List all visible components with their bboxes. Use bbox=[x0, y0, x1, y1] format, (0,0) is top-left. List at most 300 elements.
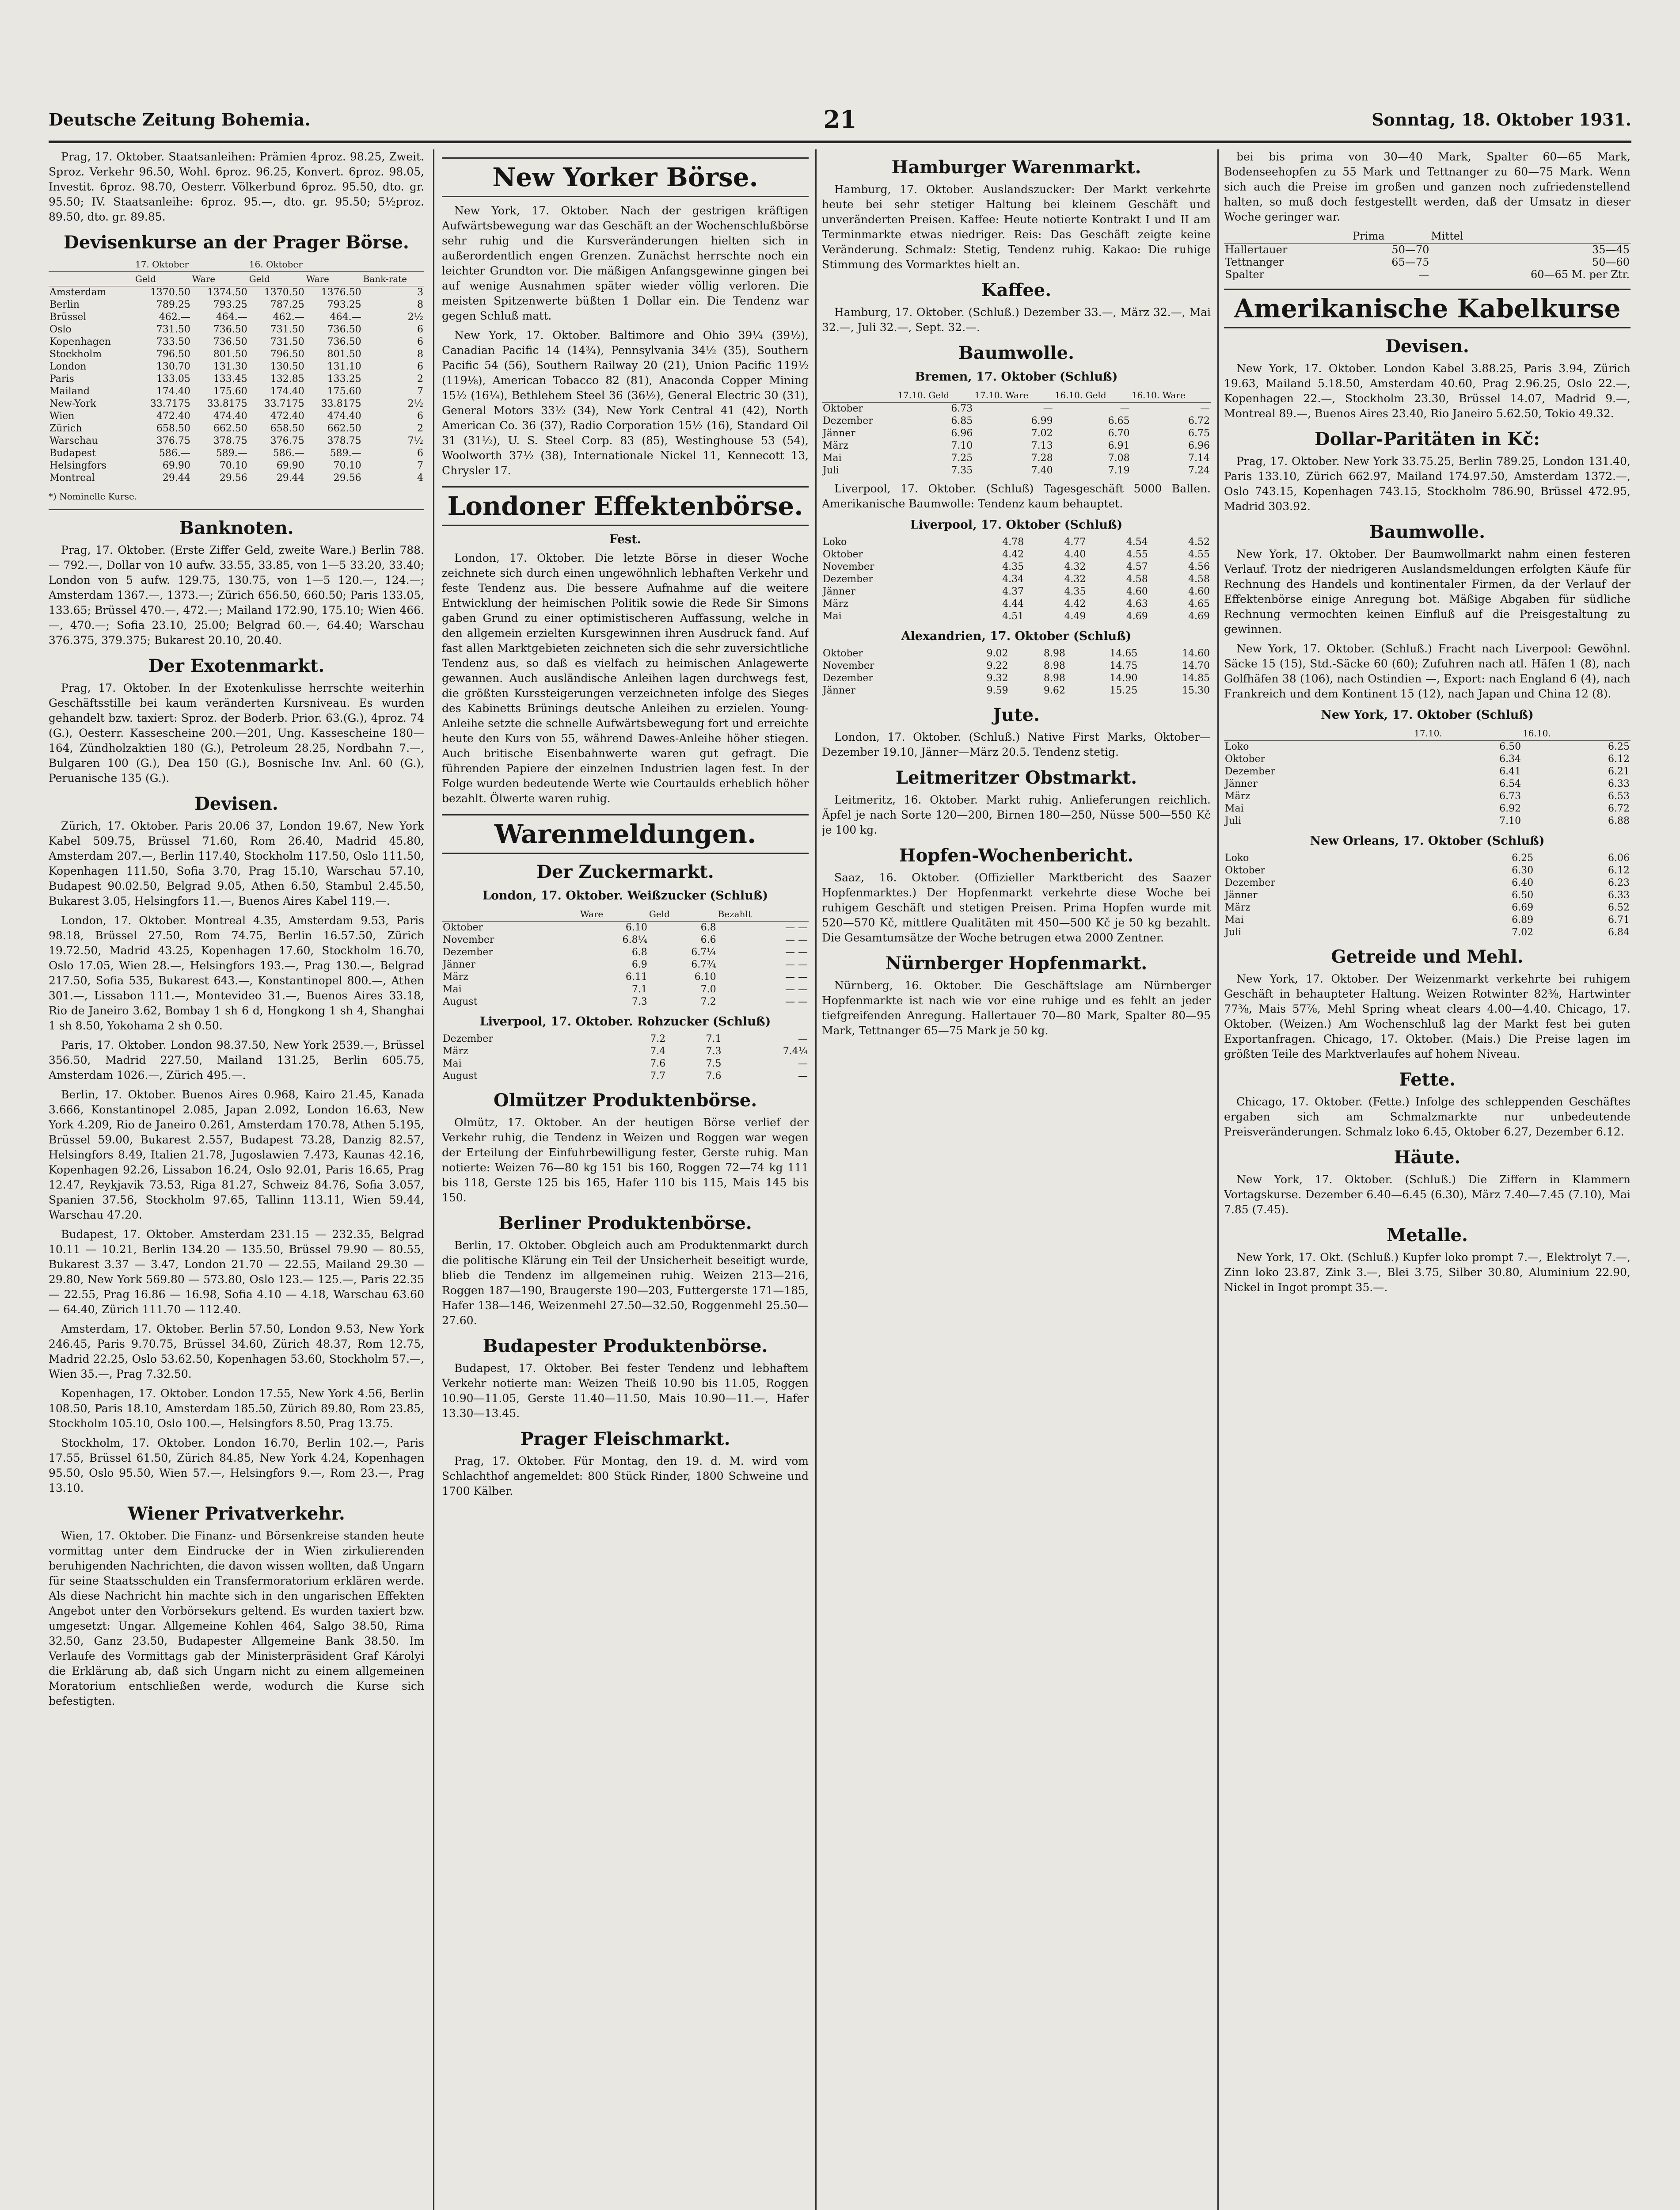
table-cell: 6.40 bbox=[1512, 877, 1534, 888]
row-label: Berlin bbox=[49, 299, 80, 310]
liverpool-table bbox=[822, 536, 1211, 623]
row-label: Amsterdam bbox=[49, 287, 106, 298]
table-cell: 658.50 bbox=[270, 423, 304, 434]
table-cell: 6.91 bbox=[1108, 440, 1130, 451]
table-row bbox=[822, 598, 1211, 610]
devisen-paragraph: Kopenhagen, 17. Oktober. London 17.55, New York 4.56, Berlin 108.50, Paris 18.10, Amsterdam 185.50, Zürich 89.80, Rom 23.85, Stockholm 105.10, Oslo 100.—, Helsingfors 8.50, Prag 13.75. bbox=[49, 1387, 424, 1430]
row-label: Hallertauer bbox=[1225, 244, 1288, 256]
table-cell: 131.30 bbox=[213, 361, 247, 372]
kabel-devisen-text: New York, 17. Oktober. London Kabel 3.88.25, Paris 3.94, Zürich 19.63, Mailand 5.18.50, Amsterdam 40.60, Prag 2.96.25, Oslo 22.—, Kopenhagen 22.—, Stockholm 23.30, Brüssel 14.07, Madrid 9.—, Montreal 89.—, Buenos Aires 23.40, Rio Janeiro 5.62.50, Tokio 49.32. bbox=[1224, 362, 1631, 420]
column-divider bbox=[1217, 149, 1219, 2210]
table-cell: 7.5 bbox=[706, 1058, 722, 1069]
table-cell: 474.40 bbox=[327, 411, 361, 422]
table-cell: — bbox=[1418, 268, 1429, 281]
table-cell: 586.— bbox=[159, 448, 190, 459]
table-cell: 7.4 bbox=[650, 1046, 666, 1057]
hamburg-heading: Hamburger Warenmarkt. bbox=[891, 157, 1141, 178]
fracht-text: New York, 17. Oktober. (Schluß.) Fracht nach Liverpool: Gewöhnl. Säcke 15 (15), Std.-Säcke 60 (60); Zufuhren nach atl. Häfen 1 (8), nach Golfhäfen 38 (106), nach Ostindien —, Export: nach England 6 (4), nach Frankreich und dem Kontinent 15 (12), nach Japan und China 12 (8). bbox=[1224, 642, 1631, 700]
london-boerse-text: London, 17. Oktober. Die letzte Börse in dieser Woche zeichnete sich durch einen ungewöhnlich lebhaften Verkehr und feste Tendenz aus. Die bessere Aufnahme auf die weitere Entwicklung der heimischen Politik sowie die Rede Sir Simons gaben Grund zu einer optimistischeren Auffassung, welche in den allgemein erzielten Kursgewinnen ihren Ausdruck fand. Auf fast allen Marktgebieten zeichneten sich die sehr zuversichtliche Tendenz aus, so daß es vielfach zu heimischen Anlagewerte gewannen. Auch ausländische Anleihen lagen durchwegs fest, die größten Kurssteigerungen verzeichneten infolge des Sieges des Kabinetts Brünings deutsche Anleihen zu erzielen. Young-Anleihe setzte die schnelle Aufwärtsbewegung fort und erreichte heute den Kurs von 55, während Dawes-Anleihe höher stiegen. Auch britische Eisenbahnwerte waren gut gefragt. Die führenden Papiere der einzelnen Industrien lagen fest. In der Folge wurden bedeutende Werte wie Courtaulds erheblich höher bezahlt. Ölwerte waren ruhig. bbox=[442, 552, 809, 805]
row-label: Jänner bbox=[443, 959, 475, 970]
table-cell: 60—65 M. per Ztr. bbox=[1531, 268, 1630, 281]
table-row bbox=[442, 983, 809, 996]
privatverkehr-heading: Wiener Privatverkehr. bbox=[128, 1503, 345, 1524]
table-cell: 658.50 bbox=[156, 423, 190, 434]
bremen-sub: Bremen, 17. Oktober (Schluß) bbox=[915, 370, 1118, 384]
table-cell: 29.56 bbox=[219, 472, 247, 484]
table-cell: 6.69 bbox=[1512, 902, 1534, 913]
table-row bbox=[442, 971, 809, 983]
row-label: Jänner bbox=[823, 586, 855, 597]
table-cell: 6.33 bbox=[1608, 890, 1630, 901]
devisen-paragraph: Stockholm, 17. Oktober. London 16.70, Berlin 102.—, Paris 17.55, Brüssel 61.50, Zürich 84.85, New York 4.24, Kopenhagen 95.50, Oslo 95.50, Wien 57.—, Helsingfors 9.—, Rom 23.—, Prag 13.10. bbox=[49, 1436, 424, 1494]
table-cell: 7.7 bbox=[650, 1071, 666, 1082]
table-cell: 2½ bbox=[407, 312, 423, 323]
budapest-produkten-text: Budapest, 17. Oktober. Bei fester Tendenz und lebhaftem Verkehr notierte man: Weizen Theiß 10.90 bis 11.05, Roggen 10.90—11.05, Gerste 11.40—11.50, Mais 10.90—11.—, Hafer 13.30—13.45. bbox=[442, 1362, 809, 1420]
table-cell: 33.8175 bbox=[207, 398, 247, 409]
table-cell: 796.50 bbox=[270, 349, 304, 360]
table-cell: 174.40 bbox=[270, 386, 304, 397]
row-label: New-York bbox=[49, 398, 96, 409]
col-header bbox=[1224, 229, 1352, 244]
table-cell: 731.50 bbox=[270, 336, 304, 347]
table-cell: 736.50 bbox=[213, 324, 247, 335]
row-label: November bbox=[443, 934, 494, 945]
table-cell: 6.50 bbox=[1499, 741, 1521, 752]
table-row bbox=[1224, 741, 1631, 754]
table-cell: 7.4¼ bbox=[783, 1046, 808, 1057]
table-cell: 7.3 bbox=[631, 996, 647, 1007]
table-cell: 7.6 bbox=[706, 1071, 722, 1082]
table-cell: — bbox=[1120, 403, 1130, 414]
table-cell: 4.78 bbox=[1002, 537, 1024, 548]
table-row bbox=[442, 996, 809, 1008]
table-cell: 6.6 bbox=[700, 934, 716, 945]
table-cell: 736.50 bbox=[213, 336, 247, 347]
table-row bbox=[822, 648, 1211, 660]
row-label: Dezember bbox=[823, 673, 873, 684]
table-cell: 6.41 bbox=[1499, 766, 1521, 777]
table-cell: 35—45 bbox=[1592, 244, 1630, 256]
zucker-liverpool-table bbox=[442, 1033, 809, 1082]
kaffee-text: Hamburg, 17. Oktober. (Schluß.) Dezember 33.—, März 32.—, Mai 32.—, Juli 32.—, Sept. 32.—. bbox=[822, 306, 1211, 334]
col-header: 16.10. Geld bbox=[1054, 388, 1131, 403]
col-header: 17.10. Geld bbox=[897, 388, 973, 403]
col-header bbox=[442, 907, 579, 922]
table-cell: 4.55 bbox=[1126, 549, 1148, 560]
table-cell: 731.50 bbox=[270, 324, 304, 335]
table-cell: 130.70 bbox=[156, 361, 190, 372]
table-row bbox=[442, 934, 809, 946]
haeute-text: New York, 17. Oktober. (Schluß.) Die Ziffern in Klammern Vortagskurse. Dezember 6.40—6.45 (6.30), März 7.40—7.45 (7.10), Mai 7.85 (7.45). bbox=[1224, 1173, 1631, 1216]
exotenmarkt-heading: Der Exotenmarkt. bbox=[148, 655, 325, 676]
getreide-text: New York, 17. Oktober. Der Weizenmarkt verkehrte bei ruhigem Geschäft in behaupteter Haltung. Weizen Rotwinter 82⅜, Hartwinter 77⅜, Mais 57⅞, Mehl Spring wheat clears 4.00—4.40. Chicago, 17. Oktober. (Weizen.) Am Wochenschluß lag der Markt fest bei guten Exportanfragen. Chicago, 17. Oktober. (Mais.) Die Preise lagen im größten Teile des Marktverlaufes auf hohem Niveau. bbox=[1224, 972, 1631, 1060]
nuernberg-heading: Nürnberger Hopfenmarkt. bbox=[885, 953, 1148, 974]
table-cell: 1370.50 bbox=[264, 287, 304, 298]
table-cell: 6.71 bbox=[1608, 914, 1630, 926]
table-cell: 4 bbox=[417, 472, 423, 484]
row-label: Oktober bbox=[823, 403, 863, 414]
paritaeten-text: Prag, 17. Oktober. New York 33.75.25, Berlin 789.25, London 131.40, Paris 133.10, Zürich 662.97, Mailand 174.97.50, Amsterdam 1372.—, Oslo 743.15, Kopenhagen 743.15, Stockholm 786.90, Brüssel 472.95, Madrid 303.92. bbox=[1224, 455, 1631, 513]
zucker-liverpool-sub: Liverpool, 17. Oktober. Rohzucker (Schluß) bbox=[479, 1015, 771, 1029]
col-header: Geld bbox=[248, 272, 305, 286]
table-cell: 6.52 bbox=[1608, 902, 1630, 913]
ny-boerse-quotes: New York, 17. Oktober. Baltimore and Ohio 39¼ (39½), Canadian Pacific 14 (14¾), Pennsylvania 34½ (35), Southern Pacific 54 (56), Southern Railway 20 (21), Union Pacific 119½ (119⅛), American Tobacco 82 (81), Anaconda Copper Mining 15½ (16¼), Bethlehem Steel 36 (36½), General Electric 30 (31), General Motors 33½ (34), New York Central 41 (42), North American Co. 36 (37), Radio Corporation 15½ (16), Standard Oil 31 (31½), U. S. Steel Corp. 83 (85), Westinghouse 53 (54), Woolworth 37½ (38), Internationale Nickel 11, Kennecott 13, Chrysler 17. bbox=[442, 329, 809, 477]
row-label: Loko bbox=[823, 537, 847, 548]
table-cell: 472.40 bbox=[156, 411, 190, 422]
table-cell: — bbox=[798, 1058, 808, 1069]
row-label: Juli bbox=[823, 465, 840, 476]
table-cell: 7.40 bbox=[1031, 465, 1053, 476]
table-cell: 6.96 bbox=[1188, 440, 1210, 451]
table-row bbox=[822, 427, 1211, 440]
col-header bbox=[822, 388, 897, 403]
table-cell: 8.98 bbox=[1043, 660, 1065, 671]
banknoten-text: Prag, 17. Oktober. (Erste Ziffer Geld, zweite Ware.) Berlin 788.— 792.—, Dollar von 10 aufw. 33.55, 33.85, von 1—5 33.20, 33.40; London von 5 aufw. 129.75, 130.75, von 1—5 120.—, 124.—; Amsterdam 1367.—, 1373.—; Zürich 656.50, 660.50; Paris 133.05, 133.65; Brüssel 470.—, 472.—; Mailand 172.90, 175.10; Wien 466.—, 470.—; Sofia 23.10, 25.00; Belgrad 60.—, 64.40; Warschau 376.375, 379.375; Bukarest 20.10, 20.40. bbox=[49, 544, 424, 647]
table-cell: 2 bbox=[417, 423, 423, 434]
hopfen-continued-text: bei bis prima von 30—40 Mark, Spalter 60—65 Mark, Bodenseehopfen zu 55 Mark und Tettnanger zu 60—75 Mark. Wenn sich auch die Preise im großen und ganzen noch zufriedenstellend halten, so muß doch festgestellt werden, daß der Umsatz in dieser Woche geringer war. bbox=[1224, 150, 1631, 223]
row-label: Dezember bbox=[443, 947, 493, 958]
paritaeten-heading: Dollar-Paritäten in Kč: bbox=[1315, 429, 1540, 450]
row-label: Juli bbox=[1225, 927, 1242, 938]
table-row bbox=[1224, 902, 1631, 914]
table-cell: 6.70 bbox=[1108, 428, 1130, 439]
col-header: 16.10. bbox=[1522, 726, 1631, 741]
table-cell: 7.0 bbox=[700, 984, 716, 995]
table-cell: 175.60 bbox=[213, 386, 247, 397]
table-cell: 6 bbox=[417, 336, 423, 347]
row-label: Mai bbox=[1225, 803, 1244, 814]
table-cell: 7 bbox=[417, 460, 423, 471]
table-cell: 7.24 bbox=[1188, 465, 1210, 476]
ny-baumwolle-heading: Baumwolle. bbox=[1369, 522, 1485, 542]
table-cell: 736.50 bbox=[327, 336, 361, 347]
table-cell: 7.35 bbox=[951, 465, 973, 476]
row-label: Dezember bbox=[823, 574, 873, 585]
table-cell: 33.8175 bbox=[321, 398, 361, 409]
exotenmarkt-text: Prag, 17. Oktober. In der Exotenkulisse herrschte weiterhin Geschäftsstille bei kaum veränderten Kursniveau. Es wurden gehandelt bzw. taxiert: Sproz. der Boderb. Prior. 63.(G.), 4proz. 74 (G.), Oesterr. Kassescheine 200.—201, Ung. Kassescheine 180—164, Zündholzaktien 180 (G.), Petroleum 28.25, Nordbahn 7.—, Bulgaren 100 (G.), Dea 150 (G.), Bosnische Inv. Anl. 60 (G.), Peruanische 135 (G.). bbox=[49, 682, 424, 785]
table-cell: 801.50 bbox=[327, 349, 361, 360]
row-label: August bbox=[443, 996, 478, 1007]
devisen-heading: Devisen. bbox=[194, 793, 278, 814]
hopfen-text: Saaz, 16. Oktober. (Offizieller Marktbericht des Saazer Hopfenmarktes.) Der Hopfenmarkt verkehrte diese Woche bei ruhigem Geschäft und stetigen Preisen. Prima Hopfen wurde mit 520—570 Kč, mittlere Qualitäten mit 450—500 Kč je 50 kg bezahlt. Die Gesamtumsätze der Woche betrugen etwa 2000 Zentner. bbox=[822, 871, 1211, 944]
table-row bbox=[442, 1045, 809, 1058]
table-cell: 736.50 bbox=[327, 324, 361, 335]
devisen-rows bbox=[49, 286, 424, 485]
devisen-paragraph: Berlin, 17. Oktober. Buenos Aires 0.968, Kairo 21.45, Kanada 3.666, Konstantinopel 2.085, Japan 2.092, London 16.63, New York 4.209, Rio de Janeiro 0.261, Amsterdam 170.78, Athen 5.195, Brüssel 59.00, Bukarest 2.557, Budapest 73.28, Danzig 82.57, Helsingfors 8.49, Italien 21.78, Jugoslawien 7.473, Kaunas 42.16, Kopenhagen 92.26, Lissabon 16.24, Oslo 92.01, Paris 16.65, Prag 12.47, Reykjavik 73.53, Riga 81.27, Schweiz 84.76, Sofia 3.057, Spanien 37.56, Stockholm 97.65, Tallinn 113.11, Wien 59.44, Warschau 47.20. bbox=[49, 1088, 424, 1221]
ny-boerse-heading: New Yorker Börse. bbox=[442, 157, 809, 197]
new-orleans-sub: New Orleans, 17. Oktober (Schluß) bbox=[1310, 834, 1545, 848]
alexandrien-sub: Alexandrien, 17. Oktober (Schluß) bbox=[901, 629, 1132, 643]
nuernberg-text: Nürnberg, 16. Oktober. Die Geschäftslage am Nürnberger Hopfenmarkte ist nach wie vor eine ruhige und es fehlt an jeder tiefgreifenden Anregung. Hallertauer 70—80 Mark, Spalter 80—95 Mark, Tettnanger 65—75 Mark je 50 kg. bbox=[822, 979, 1211, 1037]
table-cell: 6 bbox=[417, 411, 423, 422]
table-row bbox=[822, 561, 1211, 573]
banknoten-heading: Banknoten. bbox=[179, 518, 294, 538]
table-cell: 4.77 bbox=[1064, 537, 1086, 548]
row-label: Dezember bbox=[1225, 877, 1275, 888]
table-cell: 474.40 bbox=[213, 411, 247, 422]
table-row bbox=[822, 403, 1211, 415]
table-cell: 6.96 bbox=[951, 428, 973, 439]
table-cell: 1370.50 bbox=[150, 287, 190, 298]
table-cell: 50—70 bbox=[1391, 244, 1429, 256]
row-label: Mai bbox=[443, 984, 462, 995]
table-cell: 7.14 bbox=[1188, 453, 1210, 464]
row-label: Brüssel bbox=[49, 312, 87, 323]
table-row bbox=[1224, 815, 1631, 827]
table-cell: — bbox=[798, 1071, 808, 1082]
table-cell: 589.— bbox=[216, 448, 247, 459]
table-cell: 4.42 bbox=[1064, 598, 1086, 610]
table-row bbox=[49, 460, 424, 472]
table-row bbox=[822, 672, 1211, 685]
kabelkurse-heading: Amerikanische Kabelkurse bbox=[1224, 289, 1631, 328]
table-row bbox=[49, 435, 424, 447]
table-cell: 133.25 bbox=[327, 373, 361, 385]
table-cell: 7.10 bbox=[951, 440, 973, 451]
table-cell: 7.2 bbox=[700, 996, 716, 1007]
getreide-heading: Getreide und Mehl. bbox=[1331, 946, 1524, 967]
table-cell: 6.8 bbox=[700, 922, 716, 933]
table-cell: 4.44 bbox=[1002, 598, 1024, 610]
table-cell: 4.49 bbox=[1064, 611, 1086, 622]
col-header bbox=[1224, 726, 1413, 741]
row-label: London bbox=[49, 361, 87, 372]
table-row bbox=[49, 348, 424, 361]
page-number: 21 bbox=[823, 105, 857, 133]
table-cell: 6.73 bbox=[951, 403, 973, 414]
table-cell: 6.10 bbox=[694, 972, 716, 983]
row-label: November bbox=[823, 561, 874, 572]
jute-heading: Jute. bbox=[993, 705, 1040, 725]
col-header: Ware bbox=[191, 272, 248, 286]
table-cell: 65—75 bbox=[1391, 256, 1429, 268]
table-cell: 7.1 bbox=[706, 1033, 722, 1044]
table-cell: 378.75 bbox=[327, 435, 361, 446]
table-cell: 472.40 bbox=[270, 411, 304, 422]
london-tendency: Fest. bbox=[609, 533, 641, 546]
table-cell: 6.72 bbox=[1188, 415, 1210, 427]
row-label: Oktober bbox=[1225, 865, 1266, 876]
table-cell: 6.33 bbox=[1608, 778, 1630, 789]
table-cell: 6.30 bbox=[1512, 865, 1534, 876]
table-cell: 9.59 bbox=[986, 685, 1008, 696]
table-cell: 8 bbox=[417, 349, 423, 360]
table-cell: 6.25 bbox=[1608, 741, 1630, 752]
ny-baumwolle-text: New York, 17. Oktober. Der Baumwollmarkt nahm einen festeren Verlauf. Trotz der niedrigeren Auslandsmeldungen erfolgten Käufe für Rechnung des Handels und kontinentaler Firmen, da der Verlauf der Effektenbörse einige Anregung bot. Mäßige Abgaben für südliche Rechnung vermochten keinen Einfluß auf die Preisgestaltung zu gewinnen. bbox=[1224, 548, 1631, 636]
table-cell: 6.25 bbox=[1512, 853, 1534, 864]
page-header bbox=[49, 105, 1631, 136]
table-cell: 6.11 bbox=[625, 972, 647, 983]
row-label: Paris bbox=[49, 373, 74, 385]
table-cell: 29.44 bbox=[276, 472, 304, 484]
col-header: Geld bbox=[134, 272, 191, 286]
table-cell: 4.60 bbox=[1188, 586, 1210, 597]
col-header: Bank-rate bbox=[362, 272, 424, 286]
row-label: Wien bbox=[49, 411, 75, 422]
table-row bbox=[822, 549, 1211, 561]
column-2 bbox=[442, 149, 809, 2210]
table-cell: 7½ bbox=[407, 435, 423, 446]
table-cell: 793.25 bbox=[327, 299, 361, 310]
table-row bbox=[442, 959, 809, 971]
privatverkehr-text: Wien, 17. Oktober. Die Finanz- und Börsenkreise standen heute vormittag unter dem Eindrucke der in Wien zirkulierenden beruhigenden Nachrichten, die davon wissen wollten, daß Ungarn für seine Staatsschulden ein Transfermoratorium erklären werde. Als diese Nachricht hin machte sich in den ungarischen Effekten Angebot unter den Vorbörsekurs geltend. Es wurden taxiert bzw. umgesetzt: Ungar. Allgemeine Kohlen 464, Salgo 38.50, Rima 32.50, Ganz 23.50, Budapester Allgemeine Bank 38.50. Im Verlaufe des Vormittags gab der Ministerpräsident Graf Károlyi die Erklärung ab, daß sich Ungarn nicht zu einem allgemeinen Moratorium entschließen werde, wodurch die Kurse sich befestigten. bbox=[49, 1529, 424, 1707]
table-cell: 6.23 bbox=[1608, 877, 1630, 888]
table-cell: 7.13 bbox=[1031, 440, 1053, 451]
warenmeldungen-heading: Warenmeldungen. bbox=[442, 814, 809, 854]
table-cell: 14.85 bbox=[1182, 673, 1210, 684]
table-row bbox=[49, 324, 424, 336]
table-row bbox=[822, 586, 1211, 598]
hopfen-heading: Hopfen-Wochenbericht. bbox=[899, 845, 1134, 866]
table-cell: 4.56 bbox=[1188, 561, 1210, 572]
table-row bbox=[1224, 778, 1631, 790]
table-cell: 662.50 bbox=[213, 423, 247, 434]
table-cell: 4.35 bbox=[1064, 586, 1086, 597]
row-label: Mai bbox=[1225, 914, 1244, 926]
bremen-table bbox=[822, 388, 1211, 477]
fette-heading: Fette. bbox=[1399, 1069, 1456, 1090]
table-cell: 4.57 bbox=[1126, 561, 1148, 572]
table-cell: 33.7175 bbox=[264, 398, 304, 409]
table-row bbox=[442, 1033, 809, 1045]
row-label: Oslo bbox=[49, 324, 72, 335]
table-cell: 6.12 bbox=[1608, 754, 1630, 765]
budapest-produkten-heading: Budapester Produktenbörse. bbox=[483, 1336, 768, 1356]
london-boerse-heading: Londoner Effektenbörse. bbox=[442, 486, 809, 526]
column-divider bbox=[815, 149, 817, 2210]
row-label: März bbox=[823, 440, 848, 451]
table-cell: 6.99 bbox=[1031, 415, 1053, 427]
table-cell: 4.32 bbox=[1064, 561, 1086, 572]
column-4 bbox=[1224, 149, 1631, 2210]
row-label: März bbox=[443, 972, 468, 983]
table-cell: 4.35 bbox=[1002, 561, 1024, 572]
ny-cotton-table bbox=[1224, 726, 1631, 827]
table-cell: 6.84 bbox=[1608, 927, 1630, 938]
table-cell: 464.— bbox=[216, 312, 247, 323]
row-label: Loko bbox=[1225, 853, 1249, 864]
table-cell: 7.1 bbox=[631, 984, 647, 995]
row-label: Jänner bbox=[1225, 890, 1258, 901]
table-cell: 376.75 bbox=[270, 435, 304, 446]
table-cell: 731.50 bbox=[156, 324, 190, 335]
table-row bbox=[1224, 926, 1631, 939]
row-label: Loko bbox=[1225, 741, 1249, 752]
row-label: Mai bbox=[823, 453, 842, 464]
table-row bbox=[49, 398, 424, 410]
table-row bbox=[1224, 766, 1631, 778]
table-row bbox=[822, 536, 1211, 549]
table-cell: 7.6 bbox=[650, 1058, 666, 1069]
kaffee-heading: Kaffee. bbox=[981, 280, 1052, 301]
row-label: März bbox=[1225, 902, 1250, 913]
table-cell: 14.60 bbox=[1182, 648, 1210, 659]
table-row bbox=[822, 573, 1211, 586]
table-row bbox=[1224, 914, 1631, 926]
devisen-paragraph: Amsterdam, 17. Oktober. Berlin 57.50, London 9.53, New York 246.45, Paris 9.70.75, Brüssel 34.60, Zürich 48.37, Rom 12.75, Madrid 22.25, Oslo 53.62.50, Kopenhagen 53.60, Stockholm 57.—, Wien 35.—, Prag 7.32.50. bbox=[49, 1322, 424, 1380]
ny-cotton-rows bbox=[1224, 741, 1631, 828]
devisen-date-1: 17. Oktober bbox=[134, 257, 248, 272]
table-row bbox=[442, 946, 809, 959]
table-row bbox=[1224, 865, 1631, 877]
hopfen-price-rows bbox=[1224, 244, 1631, 281]
table-row bbox=[822, 465, 1211, 477]
table-cell: — bbox=[798, 1033, 808, 1044]
row-label: Oktober bbox=[823, 648, 863, 659]
table-cell: — — bbox=[785, 922, 808, 933]
table-cell: 4.69 bbox=[1188, 611, 1210, 622]
table-cell: 6.92 bbox=[1499, 803, 1521, 814]
row-label: Dezember bbox=[823, 415, 873, 427]
table-cell: 4.51 bbox=[1002, 611, 1024, 622]
table-row bbox=[442, 1058, 809, 1070]
table-cell: 4.54 bbox=[1126, 537, 1148, 548]
table-row bbox=[822, 415, 1211, 427]
table-cell: 9.02 bbox=[986, 648, 1008, 659]
table-cell: 6.89 bbox=[1512, 914, 1534, 926]
table-cell: 4.69 bbox=[1126, 611, 1148, 622]
col-header: Mittel bbox=[1430, 229, 1631, 244]
fleischmarkt-heading: Prager Fleischmarkt. bbox=[520, 1429, 730, 1449]
table-cell: 15.25 bbox=[1110, 685, 1138, 696]
table-row bbox=[1224, 268, 1631, 281]
devisen-paragraph: London, 17. Oktober. Montreal 4.35, Amsterdam 9.53, Paris 98.18, Brüssel 27.50, Rom 74.75, Berlin 16.57.50, Zürich 19.72.50, Madrid 43.25, Kopenhagen 17.60, Stockholm 16.70, Oslo 17.05, Wien 28.—, Helsingfors 193.—, Prag 130.—, Belgrad 217.50, Sofia 535, Bukarest 643.—, Konstantinopel 800.—, Athen 301.—, Lissabon 111.—, Montevideo 31.—, Buenos Aires 33.18, Rio de Janeiro 3.62, Bombay 1 sh 6 d, Hongkong 1 sh 4, Shanghai 1 sh 8.50, Yokohama 2 sh 0.50. bbox=[49, 914, 424, 1032]
table-cell: 69.90 bbox=[162, 460, 190, 471]
zucker-rows-2 bbox=[442, 1033, 809, 1082]
table-cell: — bbox=[1200, 403, 1210, 414]
alexandrien-rows bbox=[822, 648, 1211, 697]
table-cell: 6.9 bbox=[631, 959, 647, 970]
row-label: Juli bbox=[1225, 815, 1242, 827]
table-cell: 6.53 bbox=[1608, 791, 1630, 802]
olmuetz-text: Olmütz, 17. Oktober. An der heutigen Börse verlief der Verkehr ruhig, die Tendenz in Weizen und Roggen war wegen der Erteilung der Einfuhrbewilligung fester, Gerste ruhig. Man notierte: Weizen 76—80 kg 151 bis 160, Roggen 72—74 kg 111 bis 118, Gerste 125 bis 165, Hafer 110 bis 115, Mais 145 bis 150. bbox=[442, 1116, 809, 1204]
row-label: Stockholm bbox=[49, 349, 102, 360]
table-cell: 2 bbox=[417, 373, 423, 385]
devisen-footnote: *) Nominelle Kurse. bbox=[49, 491, 137, 502]
table-cell: 4.55 bbox=[1188, 549, 1210, 560]
berlin-produkten-text: Berlin, 17. Oktober. Obgleich auch am Produktenmarkt durch die politische Klärung ein Teil der Unsicherheit beseitigt wurde, blieb die Tendenz im allgemeinen ruhig. Weizen 213—216, Roggen 187—190, Braugerste 190—203, Futtergerste 171—185, Hafer 138—146, Weizenmehl 27.50—32.50, Roggenmehl 25.50—27.60. bbox=[442, 1239, 809, 1327]
table-cell: 14.75 bbox=[1110, 660, 1138, 671]
table-cell: 733.50 bbox=[156, 336, 190, 347]
table-row bbox=[1224, 790, 1631, 803]
header-rule bbox=[49, 141, 1631, 143]
table-cell: 787.25 bbox=[270, 299, 304, 310]
row-label: Warschau bbox=[49, 435, 98, 446]
berlin-produkten-heading: Berliner Produktenbörse. bbox=[498, 1213, 752, 1234]
table-cell: 14.65 bbox=[1110, 648, 1138, 659]
table-cell: 4.42 bbox=[1002, 549, 1024, 560]
row-label: Jänner bbox=[823, 685, 855, 696]
col-header: Prima bbox=[1352, 229, 1430, 244]
table-cell: 8 bbox=[417, 299, 423, 310]
row-label: Montreal bbox=[49, 472, 95, 484]
table-row bbox=[49, 299, 424, 311]
table-cell: 70.10 bbox=[219, 460, 247, 471]
table-cell: 9.62 bbox=[1043, 685, 1065, 696]
table-cell: 7.02 bbox=[1512, 927, 1534, 938]
table-row bbox=[1224, 803, 1631, 815]
table-cell: 7.10 bbox=[1499, 815, 1521, 827]
col-header: Geld bbox=[648, 907, 717, 922]
table-cell: 70.10 bbox=[333, 460, 361, 471]
table-cell: 586.— bbox=[273, 448, 304, 459]
table-row bbox=[822, 440, 1211, 452]
table-row bbox=[822, 685, 1211, 697]
table-cell: 130.50 bbox=[270, 361, 304, 372]
table-cell: 29.56 bbox=[333, 472, 361, 484]
table-row bbox=[49, 472, 424, 484]
row-label: Mai bbox=[443, 1058, 462, 1069]
